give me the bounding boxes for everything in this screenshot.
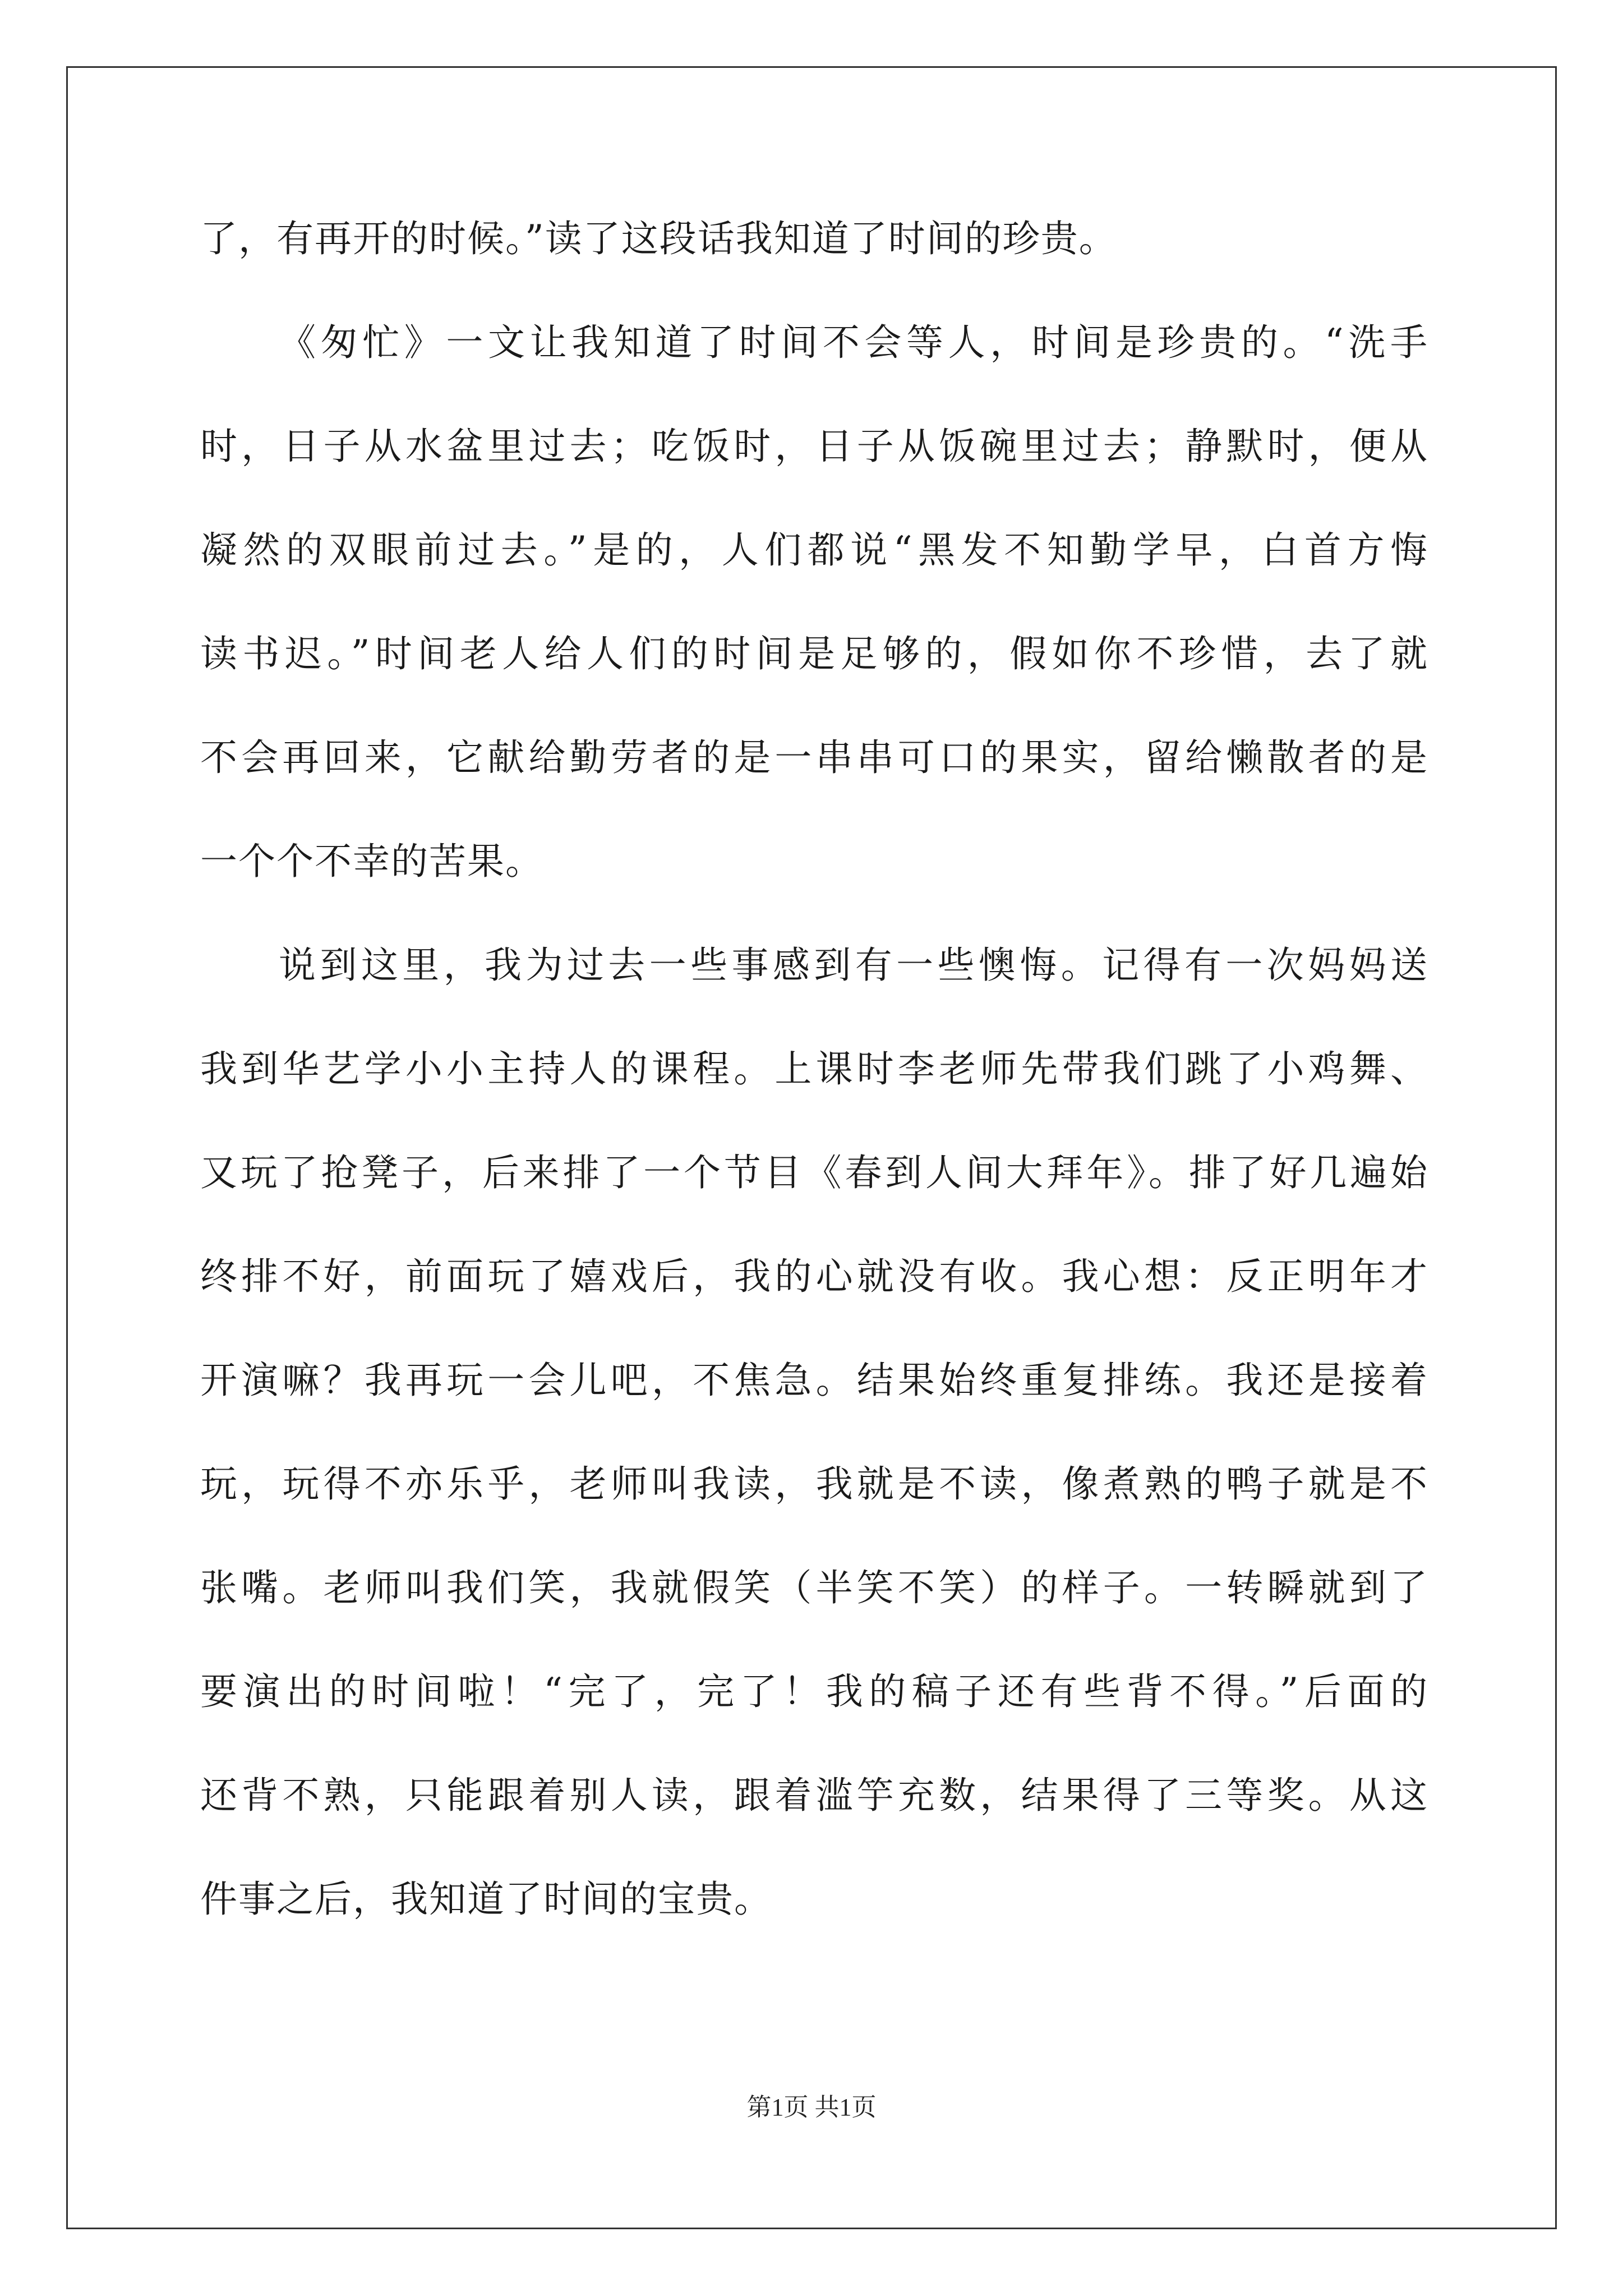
text-line: 又玩了抢凳子，后来排了一个节目《春到人间大拜年》。排了好几遍始 [200, 1151, 1428, 1194]
text-line: 时，日子从水盆里过去；吃饭时，日子从饭碗里过去；静默时，便从 [200, 425, 1428, 468]
page-number: 第1页 共1页 [746, 2093, 877, 2121]
text-line: 要演出的时间啦！“完了，完了！我的稿子还有些背不得。”后面的 [200, 1670, 1428, 1713]
text-line: 说到这里，我为过去一些事感到有一些懊悔。记得有一次妈妈送 [279, 944, 1428, 987]
text-line: 还背不熟，只能跟着别人读，跟着滥竽充数，结果得了三等奖。从这 [200, 1774, 1428, 1817]
text-line: 了，有再开的时候。”读了这段话我知道了时间的珍贵。 [200, 217, 1117, 260]
text-line: 件事之后，我知道了时间的宝贵。 [200, 1878, 772, 1921]
text-line: 玩，玩得不亦乐乎，老师叫我读，我就是不读，像煮熟的鸭子就是不 [200, 1462, 1428, 1506]
text-line: 读书迟。”时间老人给人们的时间是足够的，假如你不珍惜，去了就 [200, 632, 1428, 675]
text-line: 开演嘛？我再玩一会儿吧，不焦急。结果始终重复排练。我还是接着 [200, 1359, 1428, 1402]
text-line: 终排不好，前面玩了嬉戏后，我的心就没有收。我心想：反正明年才 [200, 1255, 1428, 1298]
text-line: 张嘴。老师叫我们笑，我就假笑（半笑不笑）的样子。一转瞬就到了 [200, 1566, 1428, 1609]
text-line: 《匆忙》一文让我知道了时间不会等人，时间是珍贵的。“洗手 [279, 321, 1428, 364]
text-line: 不会再回来，它献给勤劳者的是一串串可口的果实，留给懒散者的是 [200, 736, 1428, 779]
text-line: 一个个不幸的苦果。 [200, 840, 543, 883]
document-body [200, 187, 1428, 1951]
text-line: 我到华艺学小小主持人的课程。上课时李老师先带我们跳了小鸡舞、 [200, 1047, 1428, 1091]
text-line: 凝然的双眼前过去。”是的，人们都说“黑发不知勤学早，白首方悔 [200, 528, 1428, 572]
